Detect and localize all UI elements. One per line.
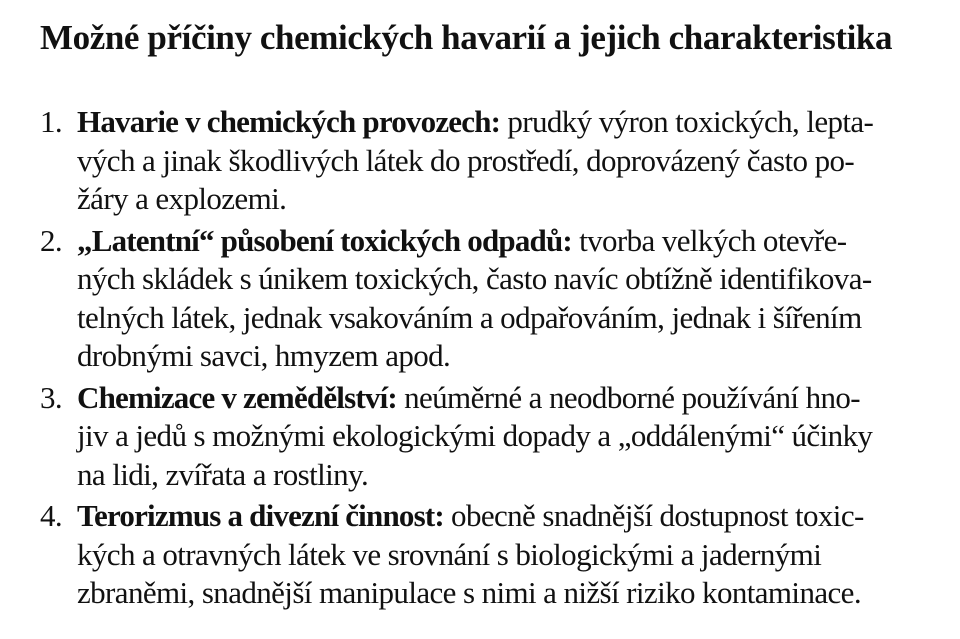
item-line: kých a otravných látek ve srovnání s biologickými a jadernými	[77, 536, 822, 572]
item-line: telných látek, jednak vsakováním a odpařováním, jednak i šířením	[77, 299, 862, 335]
item-term: Terorizmus a divezní činnost:	[77, 498, 444, 533]
item-line: ných skládek s únikem toxických, často navíc obtížně identifikova-	[77, 261, 872, 296]
item-text: prudký výron toxických, lepta-	[500, 104, 874, 139]
item-term: Havarie v chemických provozech:	[77, 104, 501, 139]
list-item	[40, 379, 940, 495]
item-number: 4.	[40, 498, 63, 533]
item-text: tvorba velkých otevře-	[571, 222, 847, 258]
item-line	[77, 379, 940, 418]
item-line	[77, 103, 940, 142]
item-line	[77, 222, 940, 261]
item-number: 1.	[40, 104, 63, 139]
item-number: 2.	[40, 222, 63, 258]
item-text: obecně snadnější dostupnost toxic-	[443, 498, 864, 533]
item-text: neúměrné a neodborné používání hno-	[396, 379, 860, 415]
item-line: zbraněmi, snadnější manipulace s nimi a nižší riziko kontaminace.	[77, 575, 861, 610]
item-number: 3.	[40, 379, 63, 415]
list-item	[40, 103, 940, 219]
item-line: na lidi, zvířata a rostliny.	[77, 456, 369, 492]
item-line: žáry a explozemi.	[77, 181, 287, 216]
list-item	[40, 497, 940, 613]
item-line: jiv a jedů s možnými ekologickými dopady a „oddálenými“ účinky	[77, 418, 873, 453]
list-item	[40, 222, 940, 376]
item-line: vých a jinak škodlivých látek do prostředí, doprovázený často po-	[77, 142, 855, 178]
item-term: „Latentní“ působení toxických odpadů:	[77, 222, 572, 258]
causes-list	[40, 103, 940, 616]
item-line	[77, 497, 940, 536]
page-title: Možné příčiny chemických havarií a jejich charakteristika	[40, 18, 893, 57]
item-term: Chemizace v zemědělství:	[77, 379, 397, 415]
item-line: drobnými savci, hmyzem apod.	[77, 338, 451, 373]
